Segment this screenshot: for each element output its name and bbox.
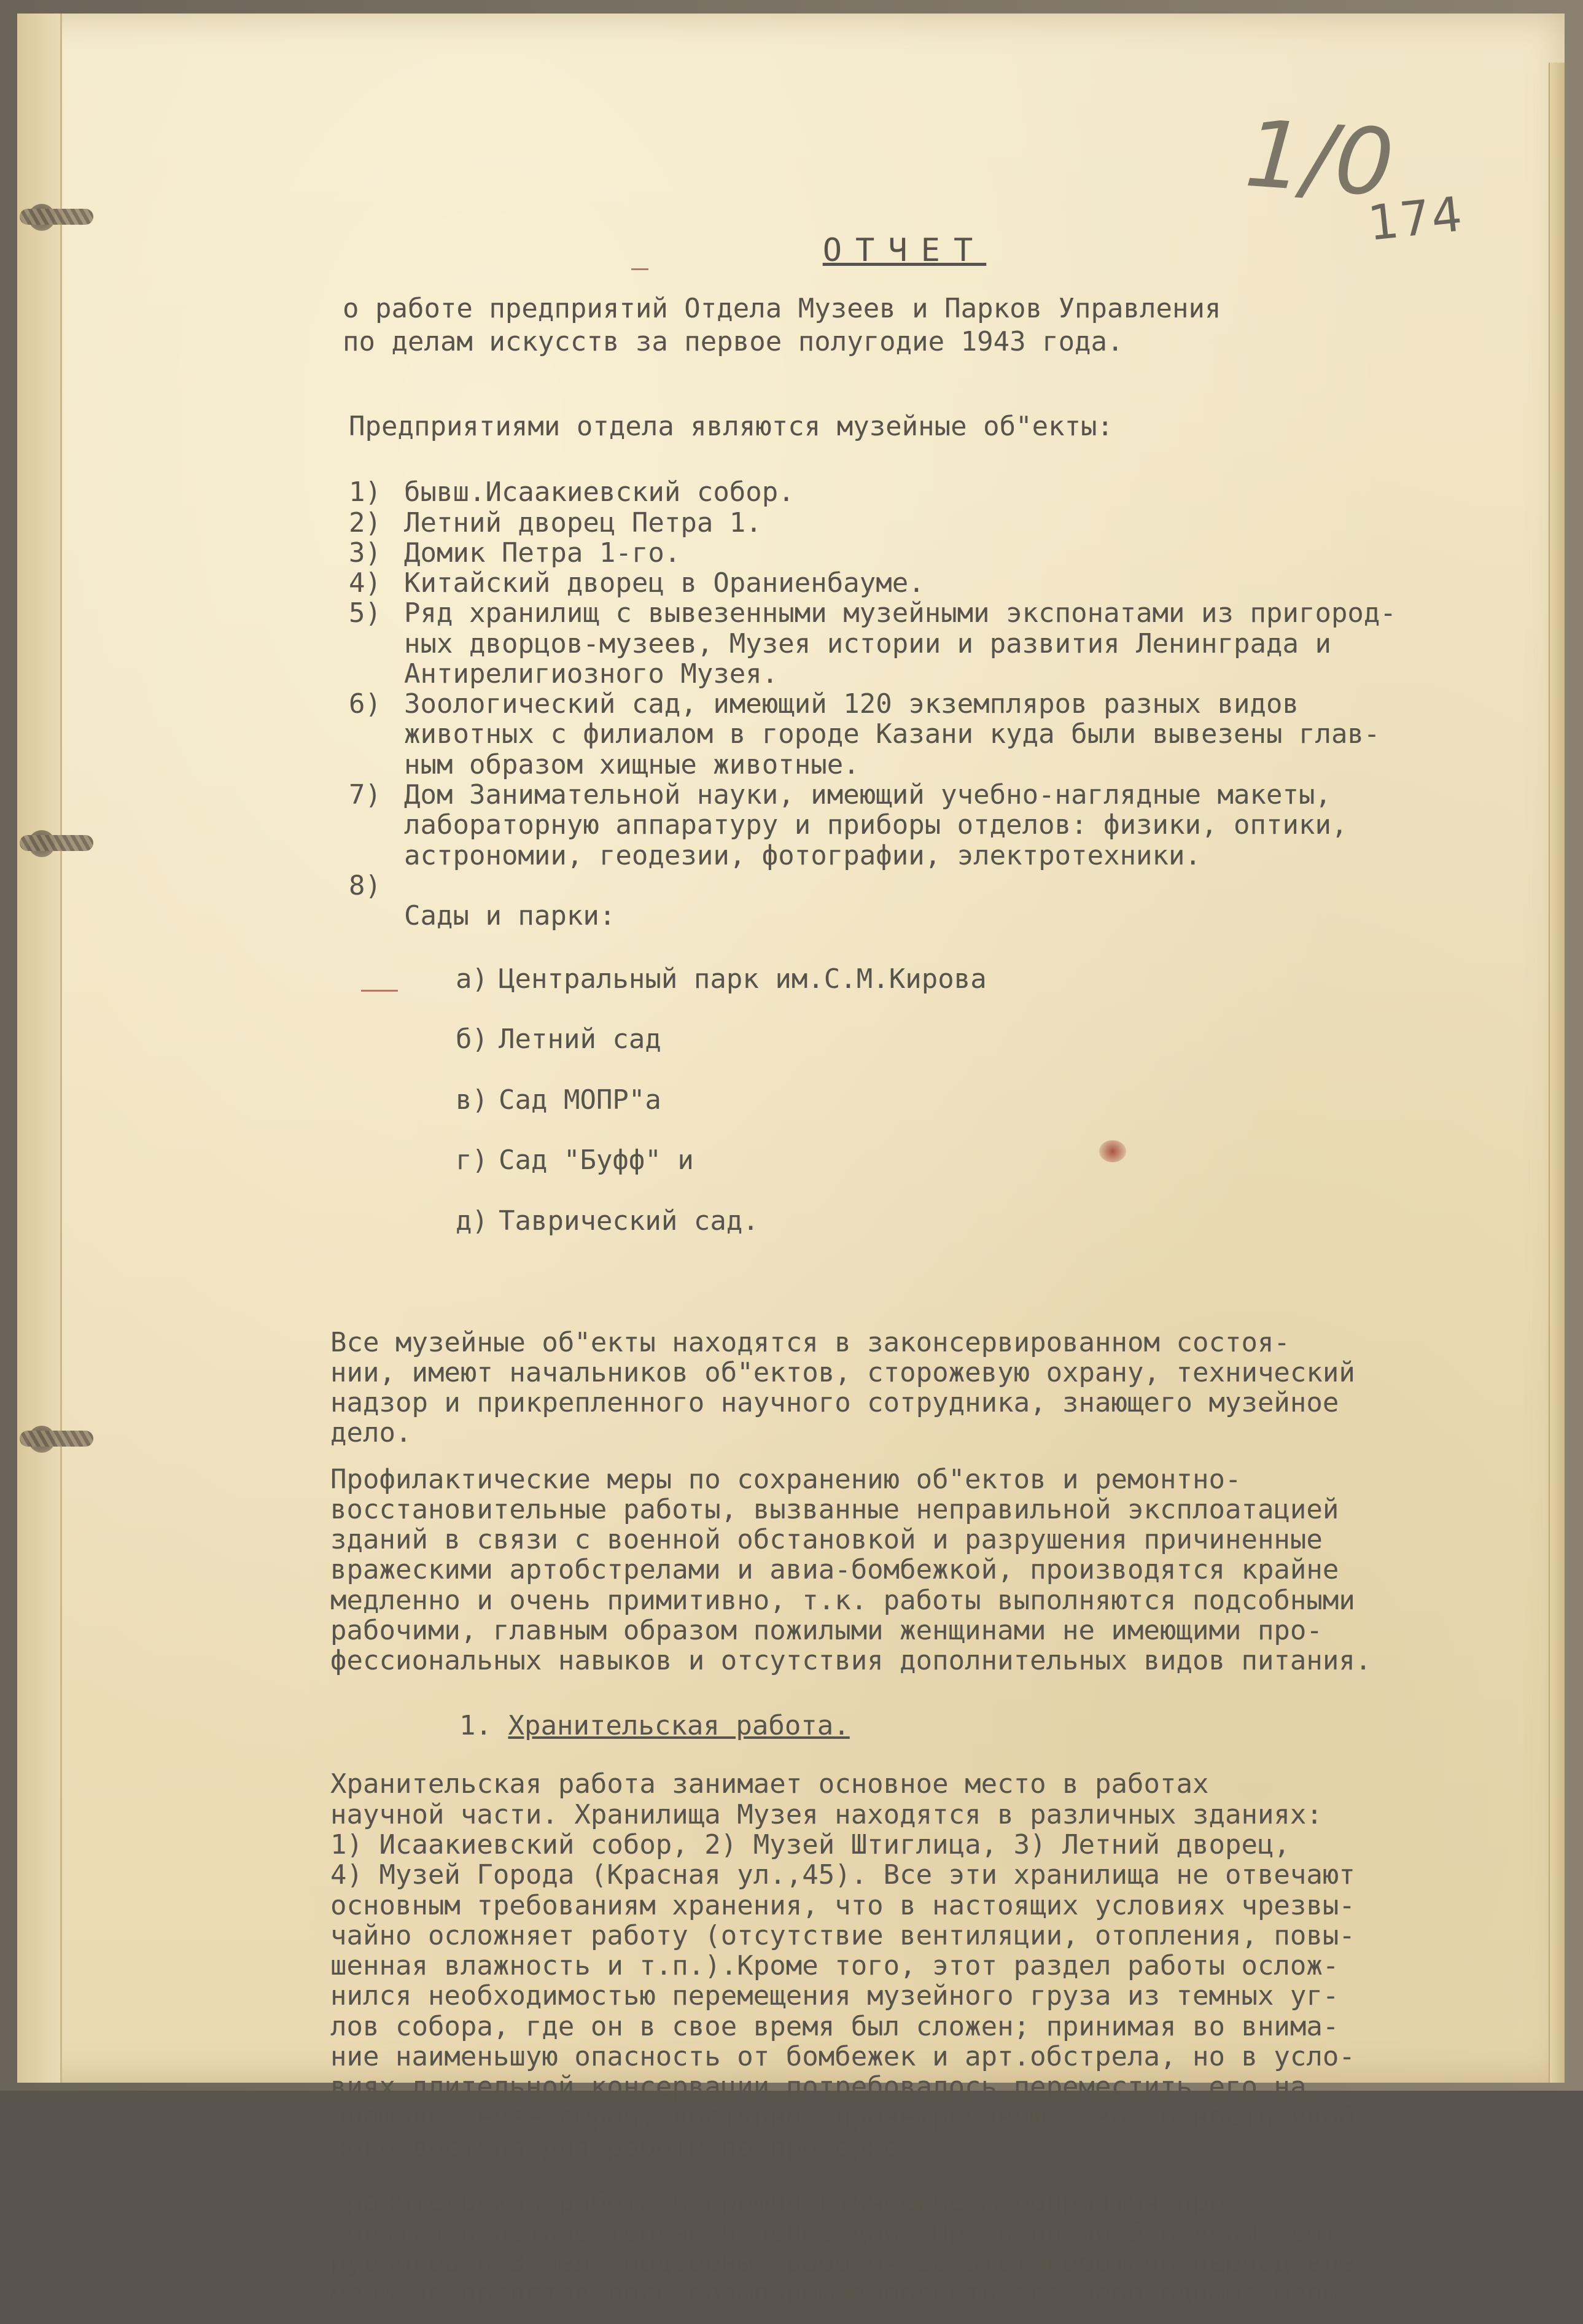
list-item: 3) Домик Петра 1-го. bbox=[349, 537, 681, 569]
report-subtitle: о работе предприятий Отдела Музеев и Парков Управления по делам искусств за первое полугодие 1943 года. bbox=[343, 293, 1221, 357]
folio-number: 174 bbox=[1365, 187, 1466, 252]
list-item: 8) Сады и парки: а) Центральный парк им.С.М.Кирова б) Летний сад в) Сад МОПР"а г) Сад "Буфф" и д) Таврический сад. bbox=[349, 871, 1552, 1297]
paragraph-conservation: Все музейные об"екты находятся в законсервированном состоя- нии, имеют начальников об"ектов, сторожевую охрану, технический надзор и прикрепленного научного сотрудника, знающего музейное дело. bbox=[330, 1326, 1355, 1449]
objects-intro: Предприятиями отдела являются музейные об"екты: bbox=[349, 411, 1114, 443]
list-item: 7) Дом Занимательной науки, имеющий учебно-наглядные макеты, лабораторную аппаратуру и приборы отделов: физики, оптики, астрономии, геодезии, фотографии, электротехники. bbox=[349, 779, 1348, 871]
paragraph-storage-measures: Хранительская работа и профилактические мероприятия про- водятся в летние теплые и ясные дни. При наличии 5 научных сот- рудников и 3 чел. подсобных рабочих за этот короткий период вре- мени не представилось возможным выполнить все необходимые меры bbox=[330, 2186, 1372, 2309]
list-item: д) Таврический сад. bbox=[456, 1205, 759, 1237]
binding-string bbox=[20, 835, 93, 851]
list-item: 1) бывш.Исаакиевский собор. bbox=[349, 476, 795, 508]
binding-margin bbox=[17, 14, 62, 2083]
parks-sublist bbox=[456, 933, 1552, 1266]
paragraph-storage-work: Хранительская работа занимает основное место в работах научной части. Хранилища Музея находятся в различных зданиях: 1) Исаакиевский собор, 2) Музей Штиглица, 3) Летний дворец, 4) Музей Города (Красная ул.,45). Все эти хранилища не отвечают основным требованиям хранения, что в настоящих условиях чрезвы- чайно осложняет работу (отсутствие вентиляции, отопления, повы- шенная влажность и т.п.).Кроме того, этот раздел работы ослож- нился необходимостью перемещения музейного груза из темных уг- лов собора, где он в свое время был сложен; принимая во внима- ние наименьшую опасность от бомбежек и арт.обстрела, но в усло- виях длительной консервации потребовалось переместить его на площади менее сырой, доступной проветриванию и возможности удоб- ного доступа для работы по проверке. bbox=[330, 1768, 1372, 2163]
typed-report bbox=[330, 232, 1552, 2324]
list-item: г) Сад "Буфф" и bbox=[456, 1145, 694, 1176]
binding-string bbox=[20, 1431, 93, 1447]
paper-sheet bbox=[17, 14, 1565, 2309]
list-item: в) Сад МОПР"а bbox=[456, 1084, 661, 1116]
list-item: 2) Летний дворец Петра 1. bbox=[349, 507, 762, 538]
list-item: 6) Зоологический сад, имеющий 120 экземпляров разных видов животных с филиалом в городе Казани куда были вывезены глав- ным образом хищные животные. bbox=[349, 688, 1380, 780]
list-item: 4) Китайский дворец в Ораниенбауме. bbox=[349, 567, 925, 599]
section-heading: 1. Хранительская работа. bbox=[459, 1710, 850, 1742]
paragraph-preventive-measures: Профилактические меры по сохранению об"ектов и ремонтно- восстановительные работы, вызванные неправильной эксплоатацией зданий в связи с военной обстановкой и разрушения причиненные вражескими артобстрелами и авиа-бомбежкой, производятся крайне медленно и очень примитивно, т.к. работы выполняются подсобными рабочими, главным образом пожилыми женщинами не имеющими про- фессиональных навыков и отсутствия дополнительных видов питания. bbox=[330, 1463, 1372, 1677]
list-item: а) Центральный парк им.С.М.Кирова bbox=[456, 963, 987, 995]
list-item: 5) Ряд хранилищ с вывезенными музейными экспонатами из пригород- ных дворцов-музеев, Музея истории и развития Ленинграда и Антирелигиозного Музея. bbox=[349, 597, 1396, 690]
museum-objects-list bbox=[349, 477, 1552, 1296]
pencil-archive-mark: 1/0 bbox=[1242, 100, 1398, 218]
list-item: б) Летний сад bbox=[456, 1024, 661, 1055]
report-title: ОТЧЕТ bbox=[822, 232, 987, 269]
binding-string bbox=[20, 209, 93, 225]
